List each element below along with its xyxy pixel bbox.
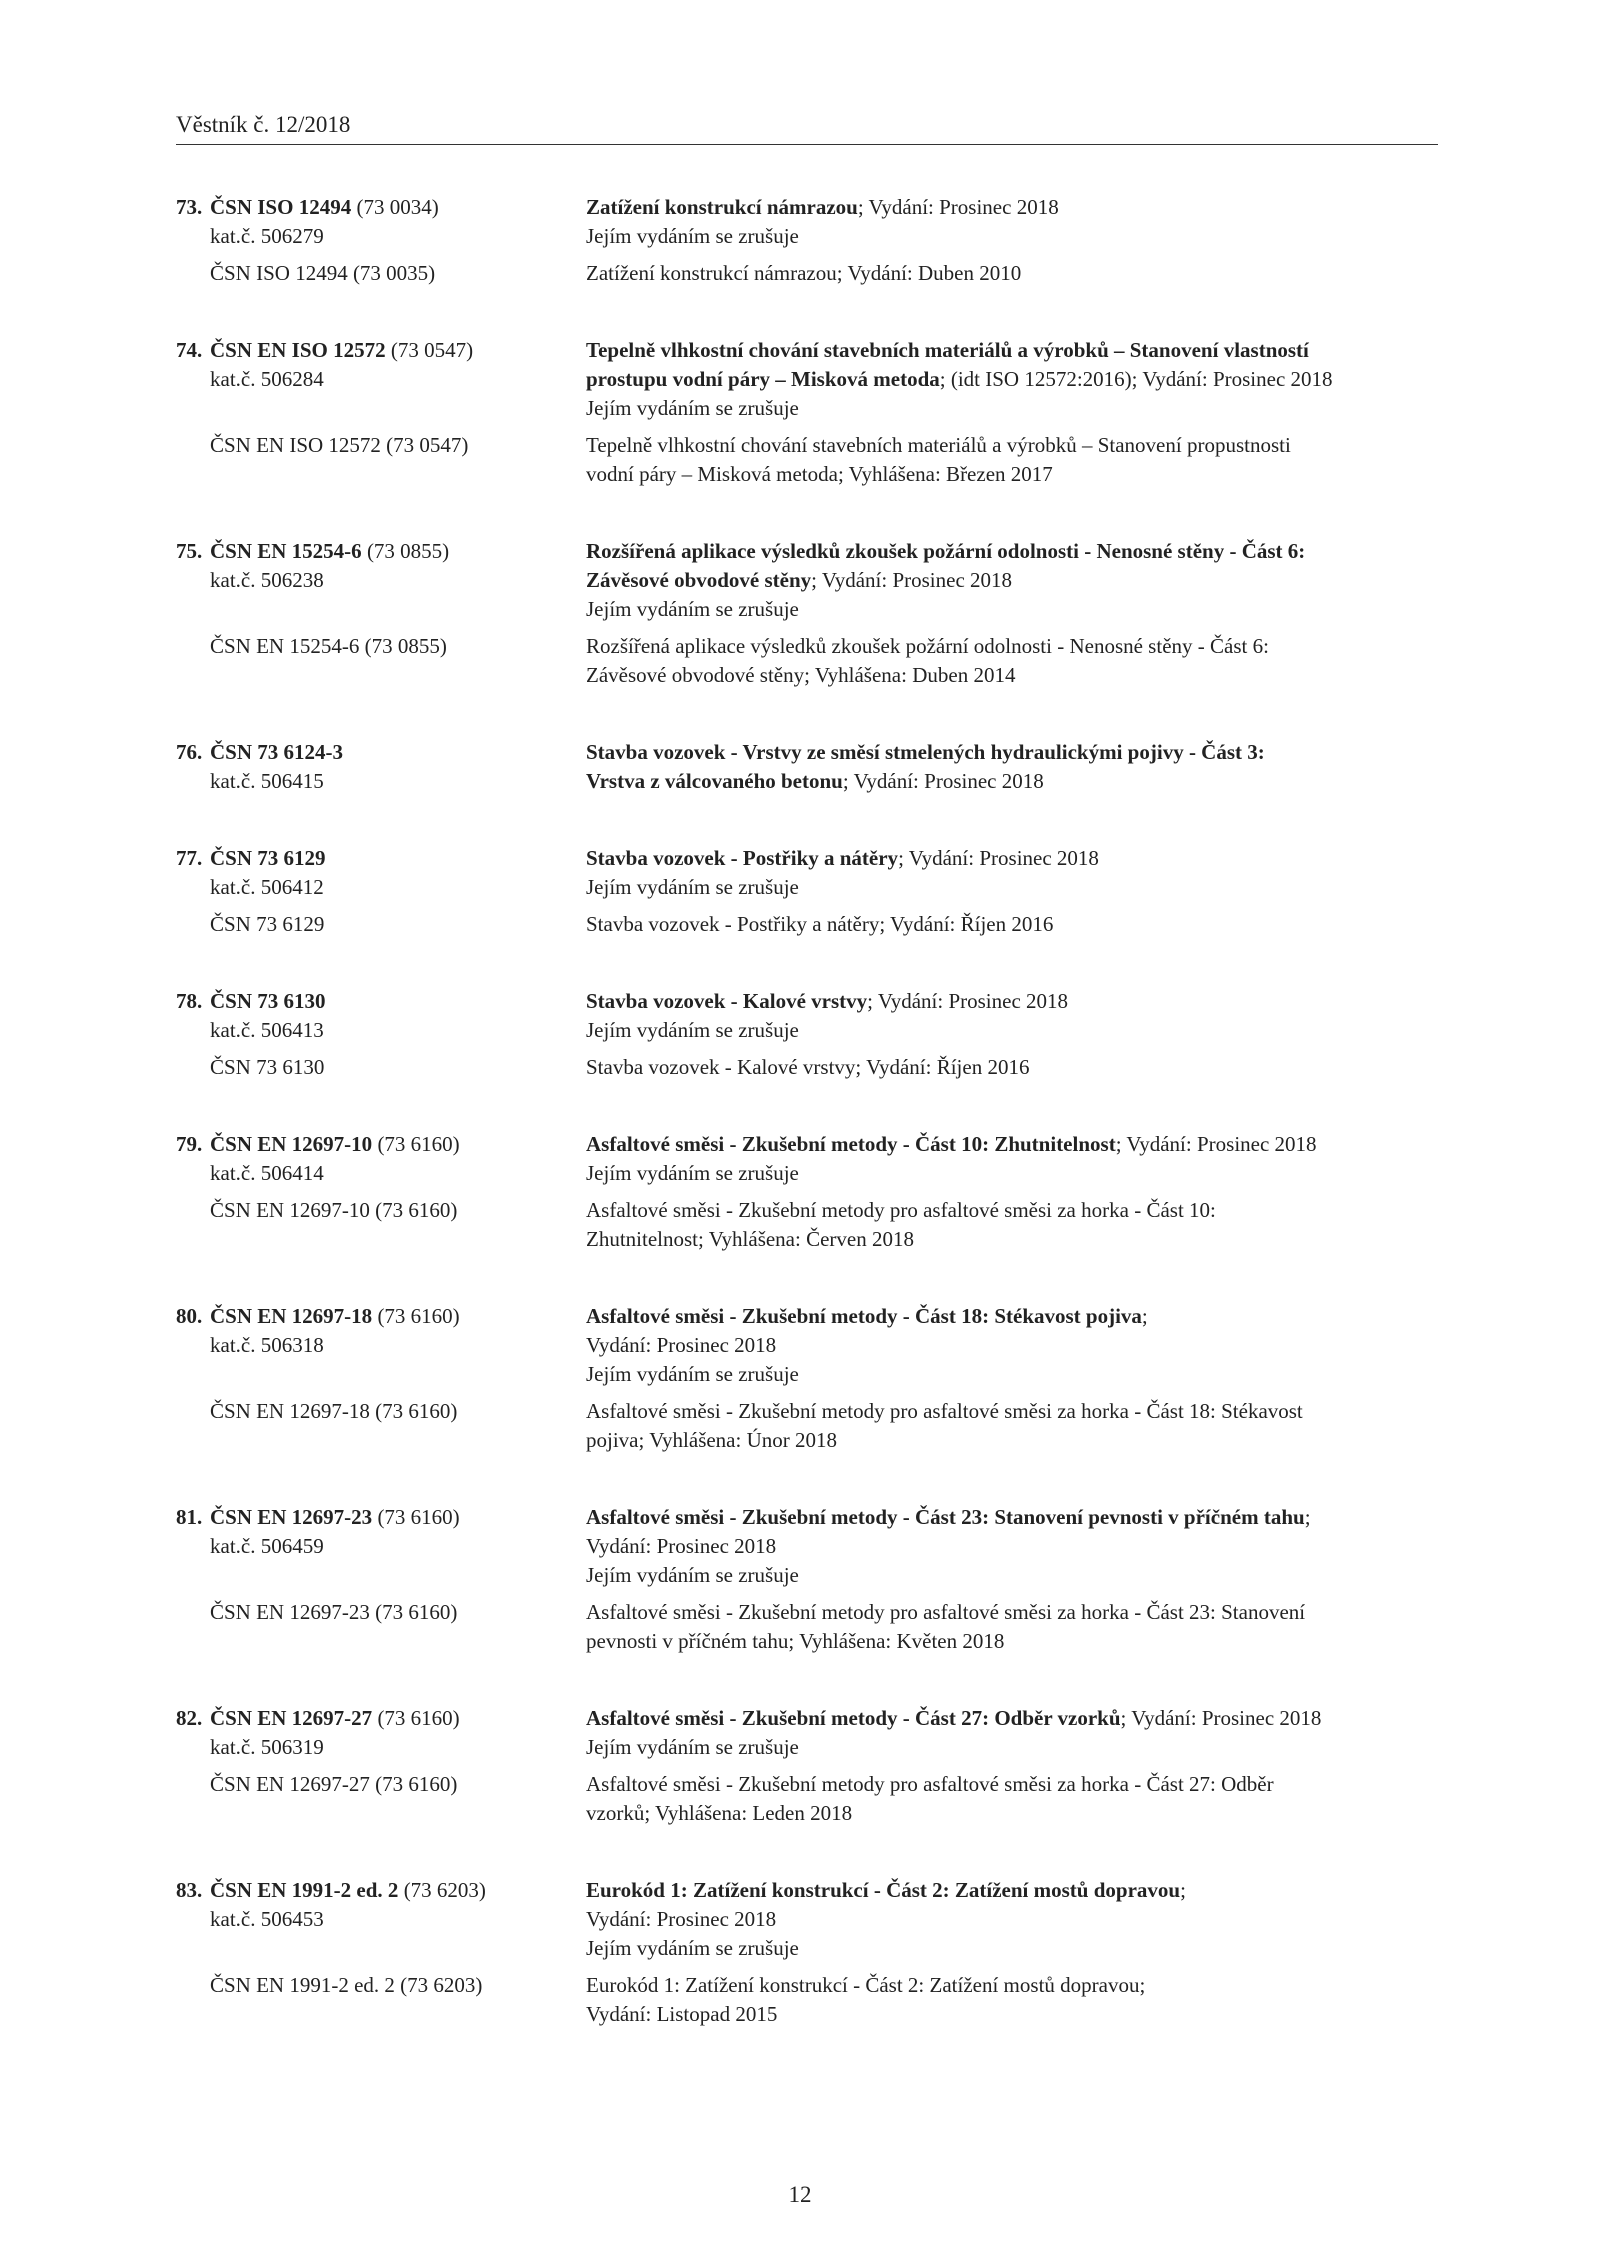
description-line bbox=[586, 1331, 1438, 1360]
cancelled-standard-row bbox=[176, 632, 1438, 690]
edition-text: ; Vydání: Prosinec 2018 bbox=[867, 989, 1069, 1013]
description-line bbox=[586, 1360, 1438, 1389]
cancelled-description-line: pevnosti v příčném tahu; Vyhlášena: Květen 2018 bbox=[586, 1629, 1005, 1653]
description-line bbox=[586, 1503, 1438, 1532]
description-line bbox=[586, 1934, 1438, 1963]
standard-id-column bbox=[176, 1130, 586, 1188]
edition-text: ; Vydání: Prosinec 2018 bbox=[898, 846, 1099, 870]
standard-code: ČSN EN 12697-27 bbox=[210, 1706, 373, 1730]
entry-number: 76. bbox=[176, 740, 203, 764]
catalog-number: kat.č. 506415 bbox=[210, 769, 324, 793]
entry-number: 78. bbox=[176, 989, 203, 1013]
standard-code-line bbox=[176, 1704, 586, 1733]
standard-id-column bbox=[176, 844, 586, 902]
description-line bbox=[586, 987, 1438, 1016]
cancelled-standard-row bbox=[176, 259, 1438, 288]
cancelled-description-line: Asfaltové směsi - Zkušební metody pro asfaltové směsi za horka - Část 10: bbox=[586, 1198, 1216, 1222]
standard-code-line bbox=[176, 193, 586, 222]
edition-text: ; Vydání: Prosinec 2018 bbox=[1115, 1132, 1317, 1156]
cancelled-standard-code: ČSN EN ISO 12572 (73 0547) bbox=[210, 433, 469, 457]
entry-number: 82. bbox=[176, 1706, 203, 1730]
cancelled-id-column bbox=[176, 1598, 586, 1656]
cancelled-standard-row bbox=[176, 1196, 1438, 1254]
cancelled-description-line: Stavba vozovek - Postřiky a nátěry; Vydání: Říjen 2016 bbox=[586, 912, 1054, 936]
standard-description bbox=[586, 1503, 1438, 1590]
standard-code-suffix: (73 0855) bbox=[361, 539, 450, 563]
description-line bbox=[586, 336, 1438, 365]
standard-code-suffix: (73 6160) bbox=[372, 1505, 460, 1529]
cancelled-standard-row bbox=[176, 1770, 1438, 1828]
description-line bbox=[586, 1130, 1438, 1159]
standard-entry bbox=[176, 1503, 1438, 1656]
entry-number: 83. bbox=[176, 1878, 203, 1902]
standard-title-text: Stavba vozovek - Postřiky a nátěry bbox=[586, 846, 899, 870]
cancelled-standard-row bbox=[176, 1053, 1438, 1082]
standard-description bbox=[586, 987, 1438, 1045]
standard-title-text: Stavba vozovek - Kalové vrstvy bbox=[586, 989, 868, 1013]
standard-code-line bbox=[176, 987, 586, 1016]
cancelled-description-line: Tepelně vlhkostní chování stavebních materiálů a výrobků – Stanovení propustnosti bbox=[586, 433, 1291, 457]
cancelled-id-column bbox=[176, 1053, 586, 1082]
cancelled-standard-code: ČSN EN 12697-10 (73 6160) bbox=[210, 1198, 458, 1222]
standard-description bbox=[586, 1876, 1438, 1963]
standard-entry bbox=[176, 537, 1438, 690]
cancelled-standard-code: ČSN 73 6130 bbox=[210, 1055, 325, 1079]
description-line bbox=[586, 394, 1438, 423]
edition-text: ; Vydání: Prosinec 2018 bbox=[842, 769, 1044, 793]
cancelled-standard-row bbox=[176, 1397, 1438, 1455]
standard-code: ČSN EN 15254-6 bbox=[210, 539, 362, 563]
entry-number: 73. bbox=[176, 195, 203, 219]
cancelled-description-line: vodní páry – Misková metoda; Vyhlášena: Březen 2017 bbox=[586, 462, 1053, 486]
cancelled-standard-code: ČSN EN 12697-18 (73 6160) bbox=[210, 1399, 458, 1423]
description-line bbox=[586, 365, 1438, 394]
standard-description bbox=[586, 537, 1438, 624]
standard-id-column bbox=[176, 1876, 586, 1963]
standards-list bbox=[176, 193, 1438, 2077]
edition-text: ; Vydání: Prosinec 2018 bbox=[1120, 1706, 1322, 1730]
catalog-number: kat.č. 506453 bbox=[210, 1907, 324, 1931]
edition-text: Jejím vydáním se zrušuje bbox=[586, 224, 799, 248]
cancelled-description bbox=[586, 1598, 1438, 1656]
standard-description bbox=[586, 336, 1438, 423]
edition-text: Jejím vydáním se zrušuje bbox=[586, 1936, 799, 1960]
new-standard-row bbox=[176, 1876, 1438, 1963]
cancelled-description bbox=[586, 1053, 1438, 1082]
cancelled-description-line: Stavba vozovek - Kalové vrstvy; Vydání: Říjen 2016 bbox=[586, 1055, 1030, 1079]
standard-code-line bbox=[176, 844, 586, 873]
edition-text: Jejím vydáním se zrušuje bbox=[586, 1362, 799, 1386]
cancelled-id-column bbox=[176, 431, 586, 489]
cancelled-id-column bbox=[176, 1196, 586, 1254]
entry-number: 77. bbox=[176, 846, 203, 870]
cancelled-standard-code: ČSN EN 1991-2 ed. 2 (73 6203) bbox=[210, 1973, 483, 1997]
cancelled-description-line: Zhutnitelnost; Vyhlášena: Červen 2018 bbox=[586, 1227, 914, 1251]
description-line bbox=[586, 193, 1438, 222]
standard-description bbox=[586, 738, 1438, 796]
standard-code: ČSN EN 12697-23 bbox=[210, 1505, 373, 1529]
cancelled-standard-row bbox=[176, 1598, 1438, 1656]
cancelled-standard-code: ČSN 73 6129 bbox=[210, 912, 325, 936]
standard-title-text: Zatížení konstrukcí námrazou bbox=[586, 195, 858, 219]
cancelled-standard-row bbox=[176, 910, 1438, 939]
description-line bbox=[586, 1016, 1438, 1045]
standard-id-column bbox=[176, 987, 586, 1045]
cancelled-standard-code: ČSN ISO 12494 (73 0035) bbox=[210, 261, 436, 285]
standard-code: ČSN EN ISO 12572 bbox=[210, 338, 386, 362]
cancelled-description-line: pojiva; Vyhlášena: Únor 2018 bbox=[586, 1428, 837, 1452]
description-line bbox=[586, 1733, 1438, 1762]
description-line bbox=[586, 1876, 1438, 1905]
edition-text: ; Vydání: Prosinec 2018 bbox=[857, 195, 1059, 219]
description-line bbox=[586, 566, 1438, 595]
standard-code-suffix: (73 0547) bbox=[385, 338, 474, 362]
cancelled-description-line: Rozšířená aplikace výsledků zkoušek požární odolnosti - Nenosné stěny - Část 6: bbox=[586, 634, 1269, 658]
standard-id-column bbox=[176, 537, 586, 624]
standard-id-column bbox=[176, 1503, 586, 1590]
standard-code-suffix: (73 6160) bbox=[372, 1132, 460, 1156]
catalog-number: kat.č. 506459 bbox=[210, 1534, 324, 1558]
standard-code-suffix: (73 0034) bbox=[351, 195, 439, 219]
standard-code: ČSN 73 6130 bbox=[210, 989, 326, 1013]
standard-description bbox=[586, 193, 1438, 251]
standard-title-text: Rozšířená aplikace výsledků zkoušek požární odolnosti - Nenosné stěny - Část 6: bbox=[586, 539, 1306, 563]
cancelled-description bbox=[586, 1397, 1438, 1455]
standard-entry bbox=[176, 1302, 1438, 1455]
standard-code: ČSN 73 6129 bbox=[210, 846, 326, 870]
standard-title-text: Stavba vozovek - Vrstvy ze směsí stmelených hydraulickými pojivy - Část 3: bbox=[586, 740, 1265, 764]
entry-number: 75. bbox=[176, 539, 203, 563]
edition-text: Jejím vydáním se zrušuje bbox=[586, 597, 799, 621]
catalog-number: kat.č. 506318 bbox=[210, 1333, 324, 1357]
edition-text: Jejím vydáním se zrušuje bbox=[586, 875, 799, 899]
cancelled-id-column bbox=[176, 1397, 586, 1455]
standard-id-column bbox=[176, 738, 586, 796]
new-standard-row bbox=[176, 336, 1438, 423]
cancelled-description-line: Vydání: Listopad 2015 bbox=[586, 2002, 778, 2026]
standard-entry bbox=[176, 738, 1438, 796]
description-line bbox=[586, 738, 1438, 767]
cancelled-description-line: Eurokód 1: Zatížení konstrukcí - Část 2: Zatížení mostů dopravou; bbox=[586, 1973, 1146, 1997]
standard-title-text: Eurokód 1: Zatížení konstrukcí - Část 2: Zatížení mostů dopravou bbox=[586, 1878, 1181, 1902]
new-standard-row bbox=[176, 193, 1438, 251]
entry-number: 80. bbox=[176, 1304, 203, 1328]
catalog-number: kat.č. 506319 bbox=[210, 1735, 324, 1759]
standard-title-text: Asfaltové směsi - Zkušební metody - Část 10: Zhutnitelnost bbox=[586, 1132, 1116, 1156]
standard-entry bbox=[176, 1876, 1438, 2029]
cancelled-standard-code: ČSN EN 12697-23 (73 6160) bbox=[210, 1600, 458, 1624]
standard-code-line bbox=[176, 1876, 586, 1905]
catalog-number: kat.č. 506238 bbox=[210, 568, 324, 592]
standard-entry bbox=[176, 1130, 1438, 1254]
edition-text: Vydání: Prosinec 2018 bbox=[586, 1534, 777, 1558]
catalog-number: kat.č. 506414 bbox=[210, 1161, 324, 1185]
edition-text: Jejím vydáním se zrušuje bbox=[586, 1735, 799, 1759]
cancelled-description bbox=[586, 259, 1438, 288]
standard-id-column bbox=[176, 336, 586, 423]
standard-code-line bbox=[176, 1503, 586, 1532]
description-line bbox=[586, 873, 1438, 902]
new-standard-row bbox=[176, 844, 1438, 902]
new-standard-row bbox=[176, 738, 1438, 796]
standard-entry bbox=[176, 336, 1438, 489]
edition-text: ; (idt ISO 12572:2016); Vydání: Prosinec 2018 bbox=[939, 367, 1333, 391]
standard-id-column bbox=[176, 1704, 586, 1762]
edition-text: ; bbox=[1180, 1878, 1186, 1902]
standard-code: ČSN EN 12697-18 bbox=[210, 1304, 373, 1328]
cancelled-description bbox=[586, 632, 1438, 690]
description-line bbox=[586, 1905, 1438, 1934]
edition-text: Vydání: Prosinec 2018 bbox=[586, 1907, 777, 1931]
standard-code: ČSN ISO 12494 bbox=[210, 195, 352, 219]
page-number: 12 bbox=[788, 2182, 812, 2207]
edition-text: Vydání: Prosinec 2018 bbox=[586, 1333, 777, 1357]
standard-title-text: prostupu vodní páry – Misková metoda bbox=[586, 367, 940, 391]
edition-text: Jejím vydáním se zrušuje bbox=[586, 396, 799, 420]
description-line bbox=[586, 1532, 1438, 1561]
cancelled-description-line: Závěsové obvodové stěny; Vyhlášena: Duben 2014 bbox=[586, 663, 1016, 687]
description-line bbox=[586, 1302, 1438, 1331]
standard-description bbox=[586, 1302, 1438, 1389]
new-standard-row bbox=[176, 1302, 1438, 1389]
standard-description bbox=[586, 844, 1438, 902]
cancelled-description-line: Asfaltové směsi - Zkušební metody pro asfaltové směsi za horka - Část 27: Odběr bbox=[586, 1772, 1274, 1796]
catalog-number: kat.č. 506413 bbox=[210, 1018, 324, 1042]
cancelled-description-line: Asfaltové směsi - Zkušební metody pro asfaltové směsi za horka - Část 18: Stékavost bbox=[586, 1399, 1303, 1423]
standard-title-text: Asfaltové směsi - Zkušební metody - Část 27: Odběr vzorků bbox=[586, 1706, 1121, 1730]
cancelled-description-line: Zatížení konstrukcí námrazou; Vydání: Duben 2010 bbox=[586, 261, 1022, 285]
standard-code-suffix: (73 6160) bbox=[372, 1706, 460, 1730]
standard-code-line bbox=[176, 537, 586, 566]
cancelled-standard-row bbox=[176, 1971, 1438, 2029]
standard-code: ČSN 73 6124-3 bbox=[210, 740, 344, 764]
description-line bbox=[586, 844, 1438, 873]
description-line bbox=[586, 1704, 1438, 1733]
entry-number: 79. bbox=[176, 1132, 203, 1156]
edition-text: Jejím vydáním se zrušuje bbox=[586, 1018, 799, 1042]
edition-text: ; bbox=[1304, 1505, 1311, 1529]
standard-title-text: Závěsové obvodové stěny bbox=[586, 568, 812, 592]
catalog-number: kat.č. 506284 bbox=[210, 367, 324, 391]
cancelled-id-column bbox=[176, 259, 586, 288]
standard-code-line bbox=[176, 336, 586, 365]
cancelled-description bbox=[586, 1770, 1438, 1828]
standard-code: ČSN EN 1991-2 ed. 2 bbox=[210, 1878, 399, 1902]
description-line bbox=[586, 767, 1438, 796]
cancelled-standard-code: ČSN EN 15254-6 (73 0855) bbox=[210, 634, 447, 658]
cancelled-description bbox=[586, 910, 1438, 939]
cancelled-description bbox=[586, 431, 1438, 489]
edition-text: Jejím vydáním se zrušuje bbox=[586, 1563, 799, 1587]
running-header: Věstník č. 12/2018 bbox=[176, 112, 1438, 145]
standard-code-line bbox=[176, 1302, 586, 1331]
standard-code-line bbox=[176, 738, 586, 767]
standard-entry bbox=[176, 844, 1438, 939]
new-standard-row bbox=[176, 537, 1438, 624]
catalog-number: kat.č. 506279 bbox=[210, 224, 324, 248]
standard-code-suffix: (73 6203) bbox=[398, 1878, 486, 1902]
description-line bbox=[586, 222, 1438, 251]
new-standard-row bbox=[176, 987, 1438, 1045]
edition-text: ; Vydání: Prosinec 2018 bbox=[811, 568, 1013, 592]
standard-code-line bbox=[176, 1130, 586, 1159]
edition-text: ; bbox=[1141, 1304, 1148, 1328]
cancelled-description-line: vzorků; Vyhlášena: Leden 2018 bbox=[586, 1801, 853, 1825]
standard-id-column bbox=[176, 1302, 586, 1389]
standard-title-text: Tepelně vlhkostní chování stavebních materiálů a výrobků – Stanovení vlastností bbox=[586, 338, 1309, 362]
cancelled-standard-row bbox=[176, 431, 1438, 489]
cancelled-id-column bbox=[176, 1770, 586, 1828]
entry-number: 74. bbox=[176, 338, 203, 362]
standard-title-text: Asfaltové směsi - Zkušební metody - Část 23: Stanovení pevnosti v příčném tahu bbox=[586, 1505, 1305, 1529]
standard-title-text: Vrstva z válcovaného betonu bbox=[586, 769, 843, 793]
cancelled-id-column bbox=[176, 632, 586, 690]
standard-entry bbox=[176, 1704, 1438, 1828]
cancelled-description-line: Asfaltové směsi - Zkušební metody pro asfaltové směsi za horka - Část 23: Stanovení bbox=[586, 1600, 1306, 1624]
cancelled-description bbox=[586, 1971, 1438, 2029]
cancelled-description bbox=[586, 1196, 1438, 1254]
new-standard-row bbox=[176, 1704, 1438, 1762]
new-standard-row bbox=[176, 1130, 1438, 1188]
cancelled-id-column bbox=[176, 1971, 586, 2029]
catalog-number: kat.č. 506412 bbox=[210, 875, 324, 899]
standard-description bbox=[586, 1704, 1438, 1762]
standard-title-text: Asfaltové směsi - Zkušební metody - Část 18: Stékavost pojiva bbox=[586, 1304, 1142, 1328]
new-standard-row bbox=[176, 1503, 1438, 1590]
cancelled-id-column bbox=[176, 910, 586, 939]
standard-description bbox=[586, 1130, 1438, 1188]
entry-number: 81. bbox=[176, 1505, 203, 1529]
description-line bbox=[586, 595, 1438, 624]
description-line bbox=[586, 537, 1438, 566]
standard-code: ČSN EN 12697-10 bbox=[210, 1132, 373, 1156]
edition-text: Jejím vydáním se zrušuje bbox=[586, 1161, 799, 1185]
standard-id-column bbox=[176, 193, 586, 251]
standard-entry bbox=[176, 987, 1438, 1082]
description-line bbox=[586, 1561, 1438, 1590]
standard-entry bbox=[176, 193, 1438, 288]
standard-code-suffix: (73 6160) bbox=[372, 1304, 460, 1328]
cancelled-standard-code: ČSN EN 12697-27 (73 6160) bbox=[210, 1772, 458, 1796]
description-line bbox=[586, 1159, 1438, 1188]
